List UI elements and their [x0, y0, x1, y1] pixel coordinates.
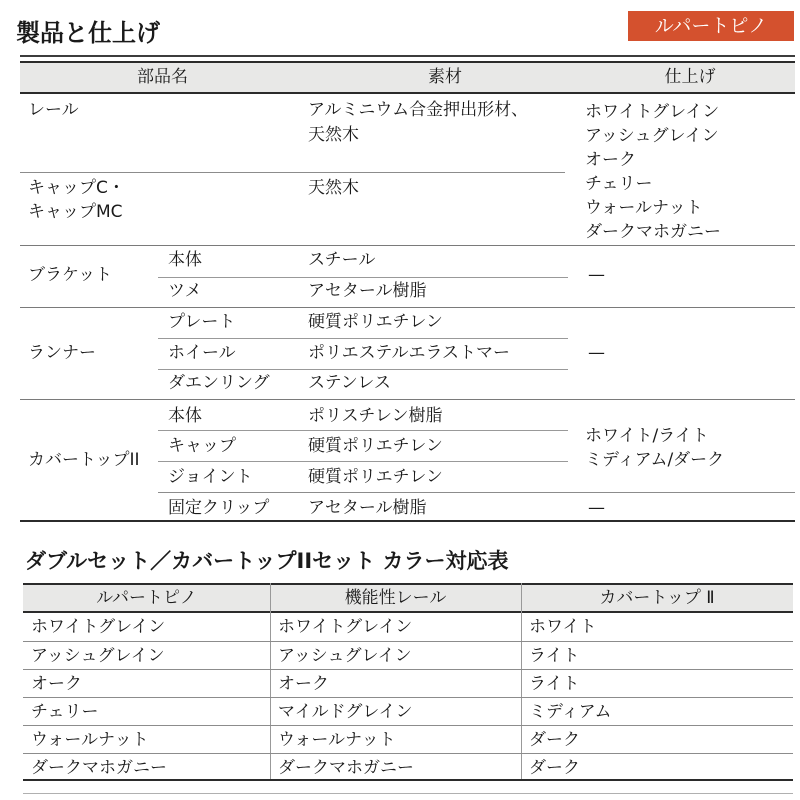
subpart-covertop-clip: 固定クリップ	[168, 498, 270, 518]
finish-item: ダークマホガニー	[585, 222, 721, 242]
finish-runner-dash: —	[588, 343, 605, 363]
subpart-runner-wheel: ホイール	[168, 343, 236, 363]
divider-group-runner	[20, 307, 795, 308]
finish-item: ホワイトグレイン	[585, 102, 720, 122]
material-runner-ring: ステンレス	[308, 373, 391, 393]
part-name-covertop: カバートップII	[28, 450, 140, 470]
material-rail-line2: 天然木	[308, 125, 359, 145]
brand-badge: ルパートピノ	[628, 11, 794, 41]
finish-item: アッシュグレイン	[585, 126, 719, 146]
row-separator	[23, 669, 793, 670]
subpart-bracket-body: 本体	[168, 250, 202, 270]
material-covertop-clip: アセタール樹脂	[308, 498, 427, 518]
finish-bracket-dash: —	[588, 265, 605, 285]
part-name-runner: ランナー	[28, 343, 96, 363]
cell: アッシュグレイン	[31, 646, 165, 666]
column-separator	[270, 583, 271, 781]
finish-wood-list	[585, 100, 721, 244]
material-covertop-joint: 硬質ポリエチレン	[308, 467, 443, 487]
cell: ミディアム	[529, 702, 612, 722]
table2-bottom-rule	[23, 779, 793, 781]
subpart-covertop-body: 本体	[168, 406, 202, 426]
subdivider	[158, 461, 568, 462]
subdivider	[158, 338, 568, 339]
table2-outer-rule	[23, 793, 793, 794]
finish-covertop	[585, 424, 724, 472]
row-separator	[23, 697, 793, 698]
cell: ライト	[529, 674, 580, 694]
table2-header-covertop: カバートップ Ⅱ	[599, 588, 715, 608]
cell: ホワイトグレイン	[31, 617, 166, 637]
table1-header-row	[20, 61, 795, 94]
cell: ウォールナット	[31, 730, 149, 750]
subpart-covertop-joint: ジョイント	[168, 467, 253, 487]
table1-header-part: 部品名	[137, 67, 188, 87]
divider-group-bracket	[20, 245, 795, 246]
color-table-title: ダブルセット／カバートップIIセット カラー対応表	[25, 549, 509, 573]
cell: アッシュグレイン	[278, 646, 412, 666]
cell: ダーク	[529, 758, 580, 778]
material-covertop-cap: 硬質ポリエチレン	[308, 436, 443, 456]
subpart-bracket-claw: ツメ	[168, 281, 202, 301]
finish-covertop-line1: ホワイト/ライト	[585, 426, 709, 446]
material-bracket-claw: アセタール樹脂	[308, 281, 427, 301]
cell: マイルドグレイン	[278, 702, 413, 722]
cell: ダーク	[529, 730, 580, 750]
subpart-covertop-cap: キャップ	[168, 436, 236, 456]
part-name-cap	[28, 176, 125, 224]
part-name-bracket: ブラケット	[28, 265, 113, 285]
cell: ウォールナット	[278, 730, 396, 750]
cell: ホワイト	[529, 617, 597, 637]
row-separator	[23, 725, 793, 726]
table2-header-rupert: ルパートピノ	[96, 588, 197, 608]
part-name-cap-line2: キャップMC	[28, 202, 123, 222]
cell: オーク	[31, 674, 82, 694]
table1-header-finish: 仕上げ	[664, 67, 716, 87]
finish-covertop-line2: ミディアム/ダーク	[585, 450, 725, 470]
table1-top-rule	[20, 55, 795, 57]
finish-item: チェリー	[585, 174, 653, 194]
material-rail	[308, 98, 528, 148]
cell: ダークマホガニー	[31, 758, 167, 778]
material-cap: 天然木	[308, 178, 359, 198]
material-runner-wheel: ポリエステルエラストマー	[308, 343, 510, 363]
row-separator	[23, 641, 793, 642]
material-bracket-body: スチール	[308, 250, 376, 270]
table2-header-rail: 機能性レール	[344, 588, 447, 608]
material-covertop-body: ポリスチレン樹脂	[308, 406, 443, 426]
cell: オーク	[278, 674, 329, 694]
material-rail-line1: アルミニウム合金押出形材、	[308, 100, 529, 120]
subpart-runner-plate: プレート	[168, 312, 236, 332]
page-title: 製品と仕上げ	[16, 19, 160, 47]
part-name-rail: レール	[28, 100, 79, 120]
cell: ライト	[529, 646, 580, 666]
subpart-runner-ring: ダエンリング	[168, 373, 270, 393]
finish-item: ウォールナット	[585, 198, 703, 218]
part-name-cap-line1: キャップC・	[28, 178, 125, 198]
column-separator	[521, 583, 522, 781]
divider-rail-cap	[20, 172, 565, 173]
cell: チェリー	[31, 702, 99, 722]
table2-header-row	[23, 583, 793, 613]
material-runner-plate: 硬質ポリエチレン	[308, 312, 443, 332]
subdivider	[158, 430, 568, 431]
divider-clip	[158, 492, 795, 493]
cell: ホワイトグレイン	[278, 617, 413, 637]
subdivider	[158, 369, 568, 370]
table1-header-material: 素材	[428, 67, 462, 87]
subdivider	[158, 277, 568, 278]
finish-clip-dash: —	[588, 498, 605, 518]
finish-item: オーク	[585, 150, 636, 170]
table1-bottom-rule	[20, 520, 795, 522]
cell: ダークマホガニー	[278, 758, 414, 778]
divider-group-covertop	[20, 399, 795, 400]
row-separator	[23, 753, 793, 754]
